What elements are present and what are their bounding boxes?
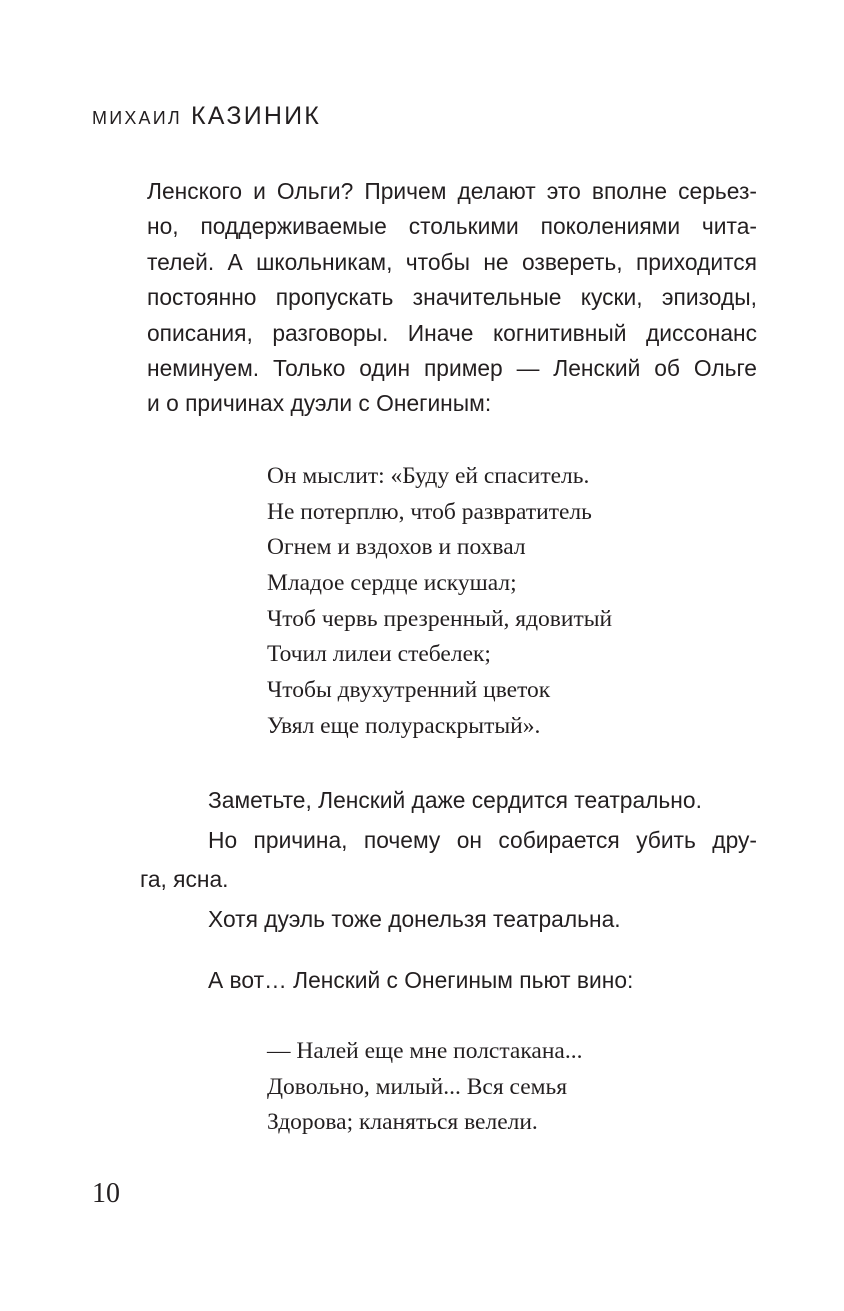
verse-line: Здорова; кланяться велели. xyxy=(267,1109,538,1136)
text-line: описания, разговоры. Иначе когнитивный диссонанс xyxy=(147,319,757,346)
paragraph-commentary xyxy=(140,781,757,939)
text-line: и о причинах дуэли с Онегиным: xyxy=(147,390,492,417)
paragraph-intro xyxy=(147,174,757,422)
text-line: но, поддерживаемые столькими поколениями чита- xyxy=(147,213,757,240)
verse-line: Чтоб червь презренный, ядовитый xyxy=(267,605,613,632)
verse-line: Не потерплю, чтоб развратитель xyxy=(267,498,592,525)
verse-line: Огнем и вздохов и похвал xyxy=(267,534,526,561)
verse-line: Он мыслит: «Буду ей спаситель. xyxy=(267,463,590,489)
verse-line: — Налей еще мне полстакана... xyxy=(267,1038,583,1064)
text-line: га, ясна. xyxy=(140,866,229,892)
verse-line: Довольно, милый... Вся семья xyxy=(267,1073,568,1100)
text-line: постоянно пропускать значительные куски, эпизоды, xyxy=(147,284,757,311)
paragraph-wine xyxy=(147,961,757,1001)
page-number: 10 xyxy=(92,1178,120,1209)
verse-line: Чтобы двухутренний цветок xyxy=(267,677,551,704)
verse-quote-lensky xyxy=(267,459,612,745)
text-line: А вот… Ленский с Онегиным пьют вино: xyxy=(208,967,634,993)
text-line: Ленского и Ольги? Причем делают это вполне серьез- xyxy=(147,178,757,204)
text-line: Заметьте, Ленский даже сердится театрально. xyxy=(208,787,702,813)
running-head: михаил КАЗИНИК xyxy=(92,102,322,130)
text-line: телей. А школьникам, чтобы не озвереть, приходится xyxy=(147,248,757,275)
verse-line: Точил лилеи стебелек; xyxy=(267,641,491,668)
text-line: Но причина, почему он собирается убить дру- xyxy=(208,826,757,853)
text-line: Хотя дуэль тоже донельзя театральна. xyxy=(208,905,621,932)
verse-line: Увял еще полураскрытый». xyxy=(267,712,541,739)
text-line: неминуем. Только один пример — Ленский об Ольге xyxy=(147,354,757,381)
verse-line: Младое сердце искушал; xyxy=(267,570,517,597)
verse-quote-wine xyxy=(267,1034,582,1141)
